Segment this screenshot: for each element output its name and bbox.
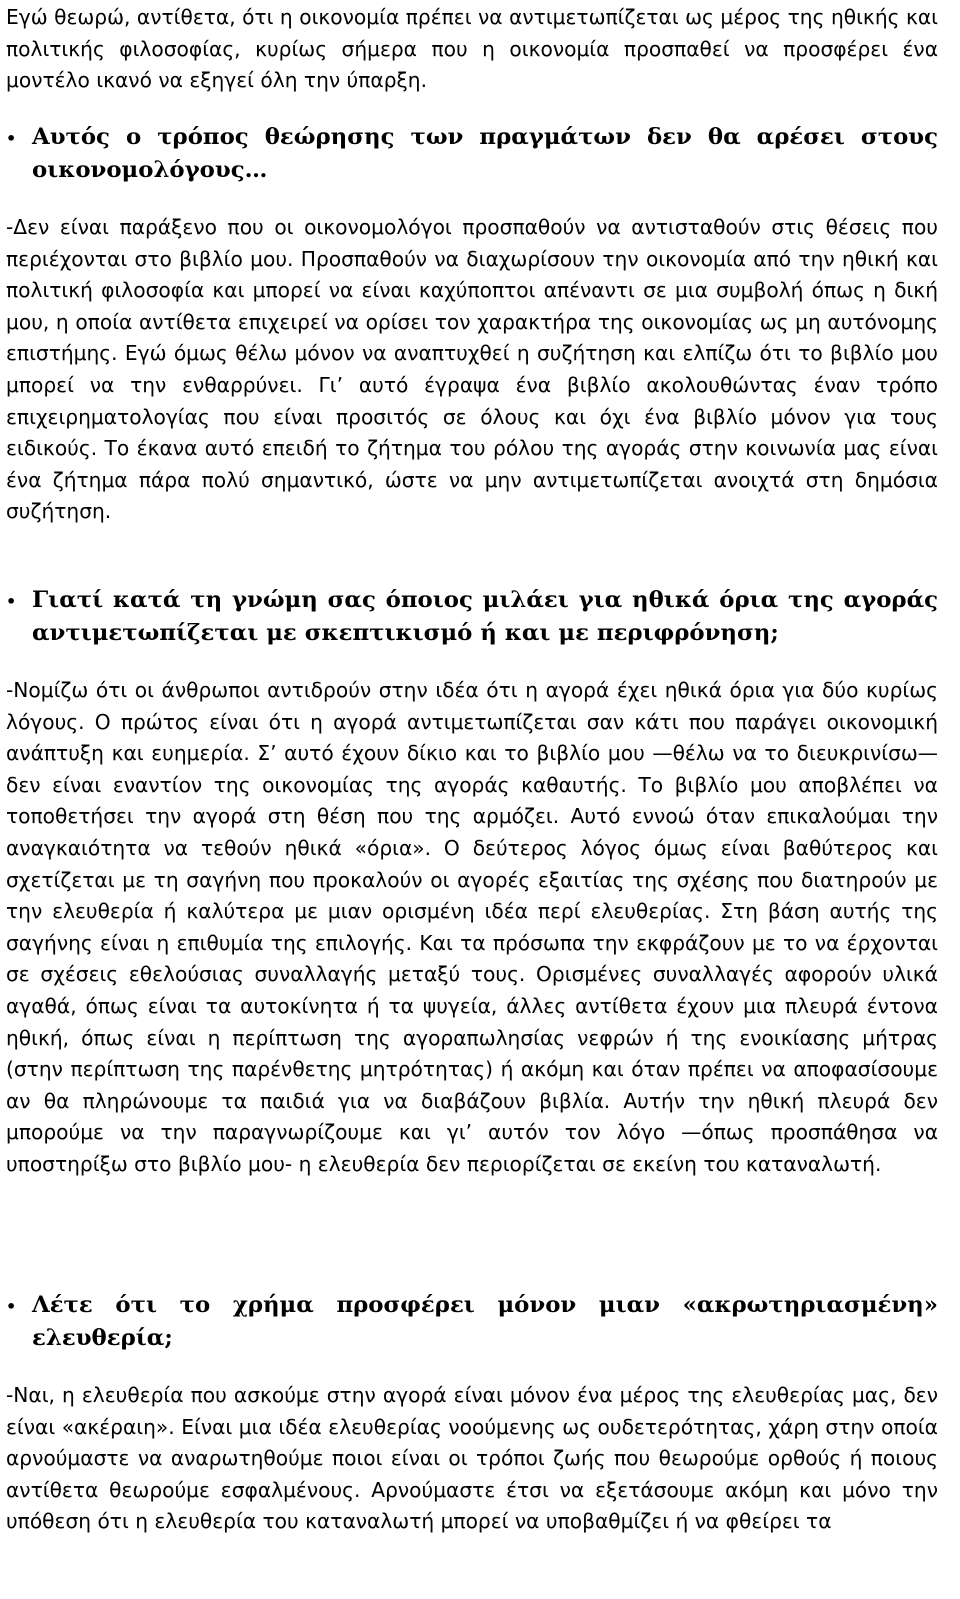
question-3: [6, 1289, 938, 1355]
question-2: [6, 584, 938, 650]
answer-2: -Νομίζω ότι οι άνθρωποι αντιδρούν στην ιδέα ότι η αγορά έχει ηθικά όρια για δύο κυρίως λόγους. Ο πρώτος είναι ότι η αγορά αντιμετωπίζεται σαν κάτι που παράγει οικονομική ανάπτυξη και ευημερία. Σ’ αυτό έχουν δίκιο και το βιβλίο μου —θέλω να το διευκρινίσω— δεν είναι εναντίον της οικονομίας της αγοράς καθαυτής. Το βιβλίο μου αποβλέπει να τοποθετήσει την αγορά στη θέση που της αρμόζει. Αυτό εννοώ όταν επικαλούμαι την αναγκαιότητα να τεθούν ηθικά «όρια». Ο δεύτερος λόγος όμως είναι βαθύτερος και σχετίζεται με τη σαγήνη που προκαλούν οι αγορές εξαιτίας της σχέσης που διατηρούν με την ελευθερία ή καλύτερα με μιαν ορισμένη ιδέα περί ελευθερίας. Στη βάση αυτής της σαγήνης είναι η επιθυμία της επιλογής. Και τα πρόσωπα την εκφράζουν με το να έρχονται σε σχέσεις εθελούσιας συναλλαγής μεταξύ τους. Ορισμένες συναλλαγές αφορούν υλικά αγαθά, όπως είναι τα αυτοκίνητα ή τα ψυγεία, άλλες αντίθετα έχουν μια πλευρά έντονα ηθική, όπως είναι η περίπτωση της αγοραπωλησίας νεφρών ή της ενοικίασης μήτρας (στην περίπτωση της παρένθετης μητρότητας) ή ακόμη και όταν πρέπει να αποφασίσουμε αν θα πληρώνουμε τα παιδιά για να διαβάζουν βιβλία. Αυτήν την ηθική πλευρά δεν μπορούμε να την παραγνωρίζουμε και γι’ αυτόν τον λόγο —όπως προσπάθησα να υποστηρίξω στο βιβλίο μου- η ελευθερία δεν περιορίζεται σε εκείνη του καταναλωτή.: [6, 678, 938, 1176]
answer-3: -Ναι, η ελευθερία που ασκούμε στην αγορά είναι μόνον ένα μέρος της ελευθερίας μας, δεν είναι «ακέραιη». Είναι μια ιδέα ελευθερίας νοούμενης ως ουδετερότητας, χάρη στην οποία αρνούμαστε να αναρωτηθούμε ποιοι είναι οι τρόποι ζωής που θεωρούμε ορθούς ή ποιους αντίθετα θεωρούμε εσφαλμένους. Αρνούμαστε έτσι να εξετάσουμε ακόμη και μόνο την υπόθεση ότι η ελευθερία του καταναλωτή μπορεί να υποβαθμίζει ή να φθείρει τα: [6, 1383, 938, 1534]
bullet-icon: •: [6, 129, 17, 148]
intro-paragraph: Εγώ θεωρώ, αντίθετα, ότι η οικονομία πρέπει να αντιμετωπίζεται ως μέρος της ηθικής και πολιτικής φιλοσοφίας, κυρίως σήμερα που η οικονομία προσπαθεί να προσφέρει ένα μοντέλο ικανό να εξηγεί όλη την ύπαρξη.: [6, 5, 938, 93]
bullet-icon: •: [6, 592, 17, 611]
question-2-text: Γιατί κατά τη γνώμη σας όποιος μιλάει για ηθικά όρια της αγοράς αντιμετωπίζεται με σκεπτικισμό ή και με περιφρόνηση;: [32, 587, 938, 646]
bullet-icon: •: [6, 1297, 17, 1316]
question-1-text: Αυτός ο τρόπος θεώρησης των πραγμάτων δεν θα αρέσει στους οικονομολόγους…: [32, 124, 938, 183]
answer-1: -Δεν είναι παράξενο που οι οικονομολόγοι προσπαθούν να αντισταθούν στις θέσεις που περιέχονται στο βιβλίο μου. Προσπαθούν να διαχωρίσουν την οικονομία από την ηθική και πολιτική φιλοσοφία και μπορεί να είναι καχύποπτοι απέναντι σε μια συμβολή όπως η δική μου, η οποία αντίθετα επιχειρεί να ορίσει τον χαρακτήρα της οικονομίας ως μη αυτόνομης επιστήμης. Εγώ όμως θέλω μόνον να αναπτυχθεί η συζήτηση και ελπίζω ότι το βιβλίο μου μπορεί να την ενθαρρύνει. Γι’ αυτό έγραψα ένα βιβλίο ακολουθώντας έναν τρόπο επιχειρηματολογίας που είναι προσιτός σε όλους και όχι ένα βιβλίο μόνον για τους ειδικούς. Το έκανα αυτό επειδή το ζήτημα του ρόλου της αγοράς στην κοινωνία μας είναι ένα ζήτημα πάρα πολύ σημαντικό, ώστε να μην αντιμετωπίζεται ανοιχτά στη δημόσια συζήτηση.: [6, 215, 938, 524]
question-3-text: Λέτε ότι το χρήμα προσφέρει μόνον μιαν «ακρωτηριασμένη» ελευθερία;: [32, 1292, 938, 1351]
question-1: [6, 121, 938, 187]
